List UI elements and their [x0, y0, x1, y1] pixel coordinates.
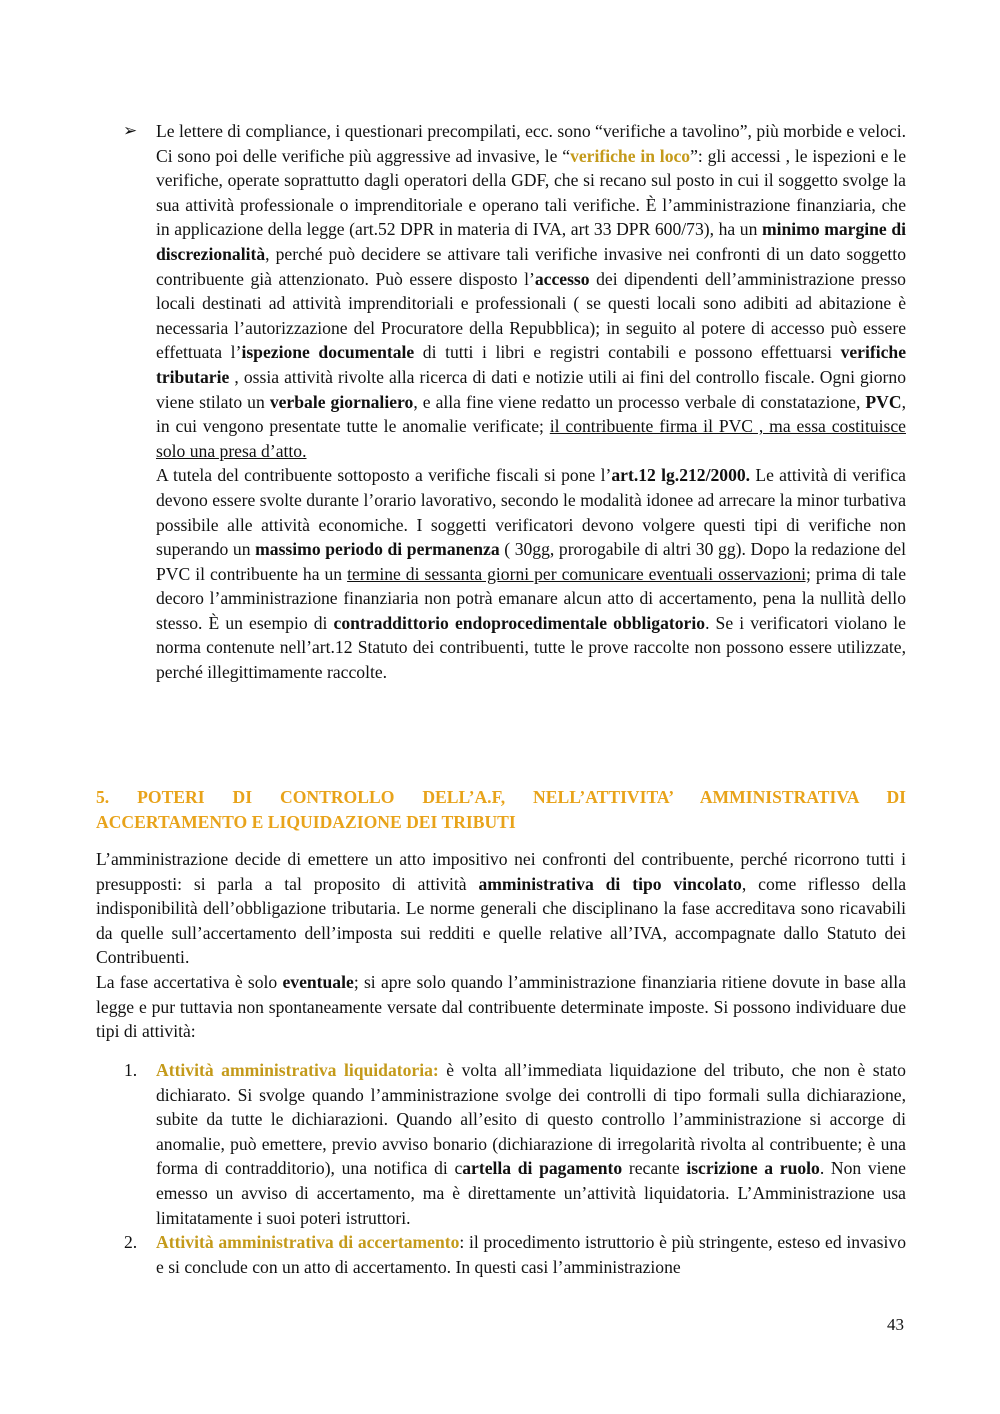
underlined-text: il contribuente firma il PVC , ma essa costituisce solo una presa d’atto.: [156, 416, 906, 461]
intro-paragraph-2: La fase accertativa è solo eventuale; si apre solo quando l’amministrazione finanziaria ritiene dovute in base alla legge e pur tuttavia non spontaneamente versate dal contribuente determinate imposte. Si possono individuare due tipi di attività:: [96, 971, 907, 1042]
page-number: 43: [887, 1315, 904, 1334]
section-heading: 5. POTERI DI CONTROLLO DELL’A.F, NELL’ATTIVITA’ AMMINISTRATIVA DI ACCERTAMENTO E LIQUIDAZIONE DEI TRIBUTI: [96, 787, 906, 832]
intro-paragraph-1: L’amministrazione decide di emettere un atto impositivo nei confronti del contribuente, perché ricorrono tutti i presupposti: si parla a tal proposito di attività amministrativa di tipo vincolato, come riflesso della indisponibilità dell’obbligazione tributaria. Le norme generali che disciplinano la fase accreditava sono ricavabili da quelle sull’accertamento dell’imposta sui redditi e quelle relative all’IVA, accompagnate dallo Statuto dei Contribuenti.: [96, 849, 907, 968]
list-item-title: Attività amministrativa liquidatoria:: [156, 1060, 439, 1080]
bullet-section: [156, 119, 906, 685]
intro-section: [96, 847, 906, 1044]
list-item: 1. Attività amministrativa liquidatoria: è volta all’immediata liquidazione del tributo, che non è stato dichiarato. Si svolge quando l’amministrazione svolge dei controlli di tipo formali sulla dichiarazione, subite da tutte le dichiarazioni. Quando all’esito di questo controllo l’amministrazione si accorge di anomalie, può emettere, previo avviso bonario (dichiarazione di irregolarità rivolta al contribuente; è una forma di contradditorio), una notifica di cartella di pagamento recante iscrizione a ruolo. Non viene emesso un avviso di accertamento, ma è direttamente un’attività liquidatoria. L’Amministrazione usa limitatamente i suoi poteri istruttori.: [124, 1060, 906, 1228]
protection-paragraph: A tutela del contribuente sottoposto a verifiche fiscali si pone l’art.12 lg.212/2000. Le attività di verifica devono essere svolte durante l’orario lavorativo, secondo le modalità idonee ad arrecare la minor turbativa possibile alle attività economiche. I soggetti verificatori devono volgere questi tipi di verifiche non superando un massimo periodo di permanenza ( 30gg, prorogabile di altri 30 gg). Dopo la redazione del PVC il contribuente ha un termine di sessanta giorni per comunicare eventuali osservazioni; prima di tale decoro l’amministrazione finanziaria non potrà emanare alcun atto di accertamento, pena la nullità dello stesso. È un esempio di contraddittorio endoprocedimentale obbligatorio. Se i verificatori violano le norma contenute nell’art.12 Statuto dei contribuenti, tutte le prove raccolte non possono essere utilizzate, perché illegittimamente raccolte.: [156, 465, 906, 683]
list-item-title: Attività amministrativa di accertamento: [156, 1232, 460, 1253]
verifications-paragraph: Le lettere di compliance, i questionari precompilati, ecc. sono “verifiche a tavolino”, più morbide e veloci. Ci sono poi delle verifiche più aggressive ad invasive, le “verifiche in loco”: gli accessi , le ispezioni e le verifiche, operate soprattutto dagli operatori della GDF, che si recano sul posto in cui il soggetto svolge la sua attività professionale o imprenditoriale e operano tali verifiche. È l’amministrazione finanziaria, che in applicazione della legge (art.52 DPR in materia di IVA, art 33 DPR 600/73), ha un minimo margine di discrezionalità, perché può decidere se attivare tali verifiche invasive nei confronti di un dato soggetto contribuente già attenzionato. Può essere disposto l’accesso dei dipendenti dell’amministrazione presso locali destinati ad attività imprenditoriali e professionali ( se questi locali sono adibiti ad abitazione è necessaria l’autorizzazione del Procuratore della Repubblica); in seguito al potere di accesso può essere effettuata l’ispezione documentale di tutti i libri e registri contabili e possono effettuarsi verifiche tributarie , ossia attività rivolte alla ricerca di dati e notizie utili ai fini del controllo fiscale. Ogni giorno viene stilato un verbale giornaliero, e alla fine viene redatto un processo verbale di constatazione, PVC, in cui vengono presentate tutte le anomalie verificate; il contribuente firma il PVC , ma essa costituisce solo una presa d’atto.: [156, 121, 907, 461]
underlined-text: termine di sessanta giorni per comunicare eventuali osservazioni;: [347, 563, 811, 584]
list-number: 1.: [124, 1060, 138, 1080]
list-number: 2.: [124, 1232, 138, 1253]
highlight-verifiche-in-loco: verifiche in loco: [570, 145, 691, 166]
arrow-bullet-icon: ➢: [123, 121, 138, 140]
list-item: 2. Attività amministrativa di accertamento: il procedimento istruttorio è più stringente, esteso ed invasivo e si conclude con un atto di accertamento. In questi casi l’amministrazione: [124, 1232, 907, 1277]
numbered-list: [96, 1058, 906, 1279]
